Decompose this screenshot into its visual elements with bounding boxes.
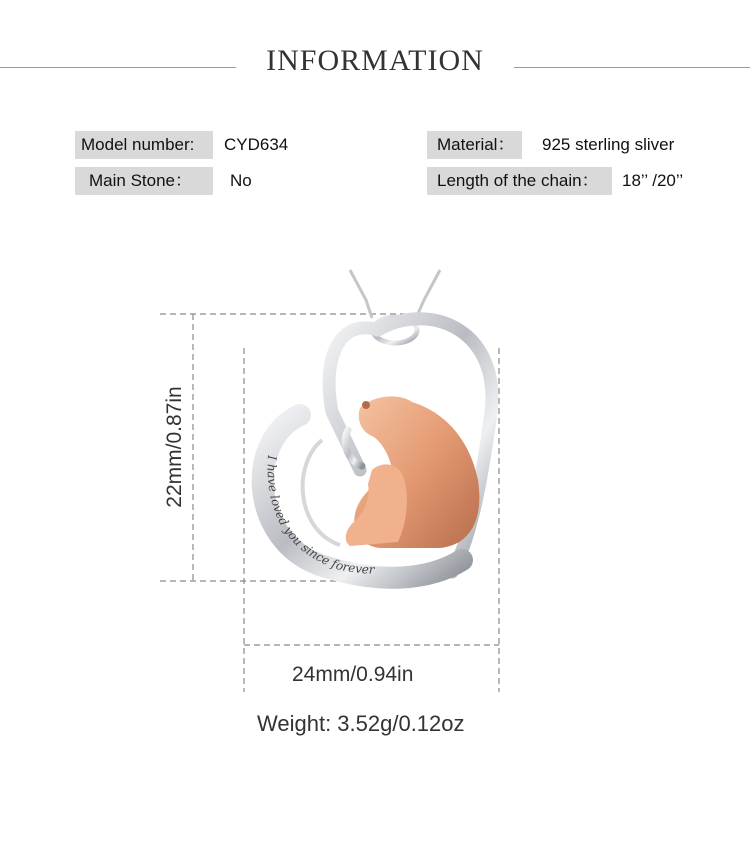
engraving-text: I have loved you since forever [264,454,375,577]
page-title: INFORMATION [266,44,484,77]
chain-length-value: 18’’ /20’’ [622,171,684,190]
material-value: 925 sterling sliver [542,135,675,154]
material-label: Material： [427,131,522,159]
main-stone-label: Main Stone： [75,167,213,195]
model-number-value: CYD634 [224,135,289,154]
main-stone-value: No [230,171,252,190]
chain [350,270,440,318]
chain-length-label: Length of the chain： [427,167,612,195]
height-dimension-label: 22mm/0.87in [163,386,186,508]
model-number-label: Model number: [75,131,213,159]
weight-label: Weight: 3.52g/0.12oz [257,711,465,736]
width-dimension-label: 24mm/0.94in [292,663,414,686]
heart-inner-rim [303,440,340,545]
